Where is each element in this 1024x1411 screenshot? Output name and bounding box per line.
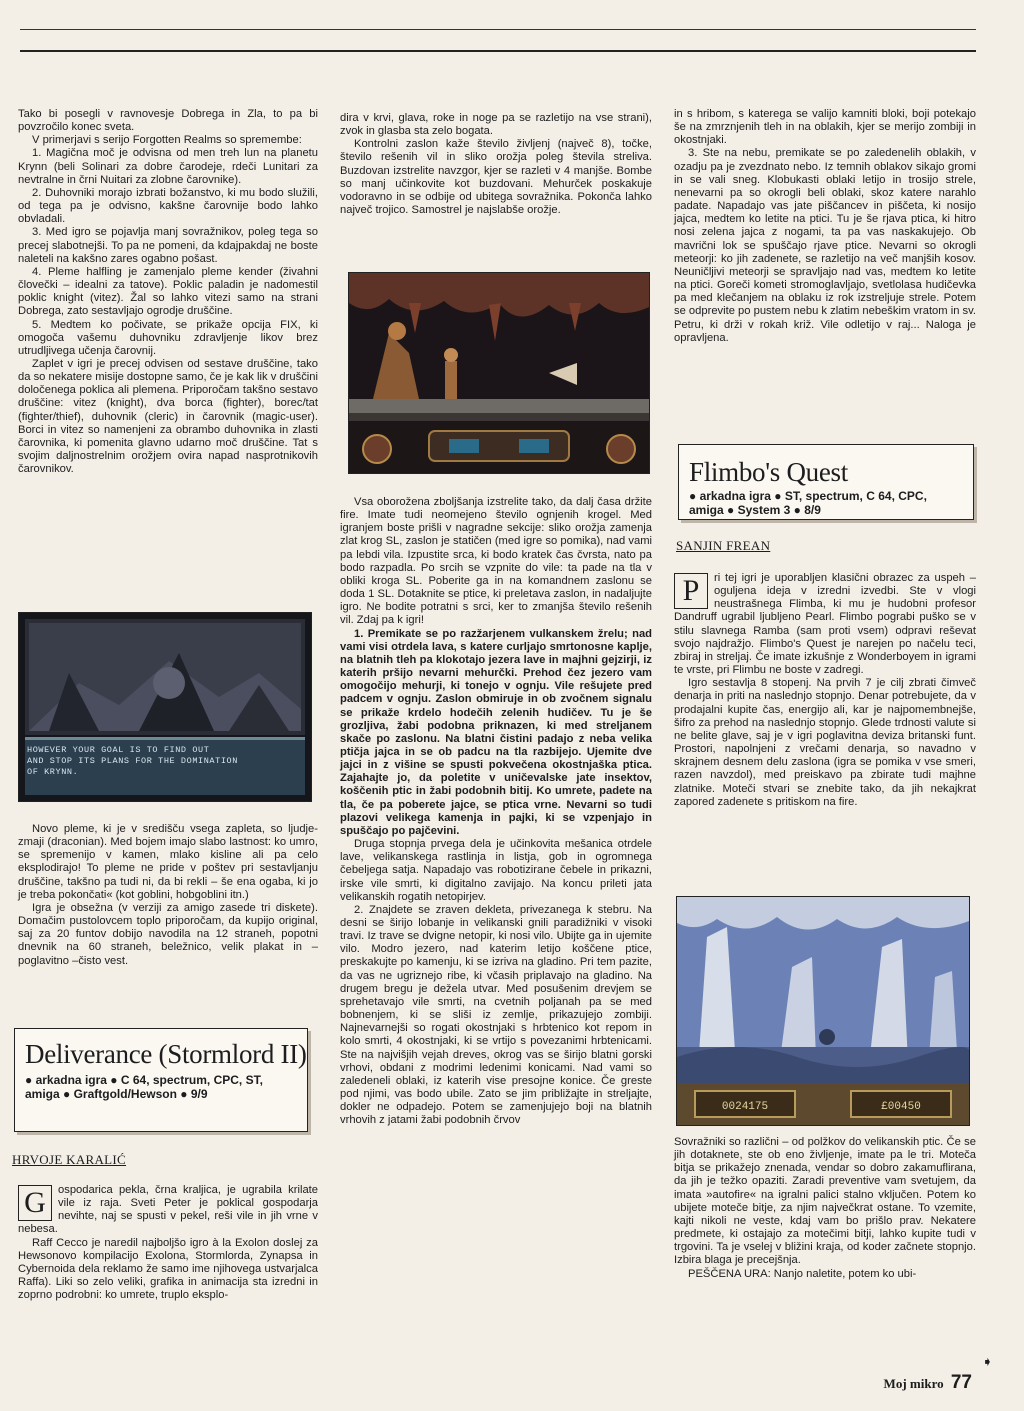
paragraph: ri tej igri je uporabljen klasični obrazec za uspeh – ogulјena ideja v izredni izvedbi. Ste v vlogi neustrašnega Flimba, ki mu je hudobni profesor Dandruff ugrabil ljubljeno Pearl. Flimbo pograbi puško se v stilu slavnega Ramba (sam proti vsem) odpravi reševat svojo najdražjo. Flimbo's Quest je narejen po načelu teci, zbiraj in streljaj. Če imate izkušnje z Wonderboyem in igrami te vrste, pri Flimbu ne boste v zadregi. bbox=[674, 572, 976, 677]
flimbo-screenshot bbox=[676, 896, 970, 1126]
continue-arrow-icon: ➧ bbox=[982, 1354, 993, 1369]
paragraph: V primerjavi s serijo Forgotten Realms so spremembe: bbox=[32, 134, 302, 147]
column-3-text bbox=[674, 108, 976, 345]
meta-line: ● arkadna igra ● C 64, spectrum, CPC, ST, bbox=[25, 1073, 263, 1087]
meta-line: amiga ● System 3 ● 8/9 bbox=[689, 503, 821, 517]
paragraph: 2. Duhovniki morajo izbrati božanstvo, ki mu bodo služili, od tega pa je odvisno, kakšne čarovnije bodo lahko obvladali. bbox=[18, 186, 318, 226]
flimbo-money: £00450 bbox=[881, 1101, 921, 1113]
meta-line: ● arkadna igra ● ST, spectrum, C 64, CPC, bbox=[689, 489, 927, 503]
paragraph: Zaplet v igri je precej odvisen od sestave druščine, tako da so nekatere misije dostopne samo, če je kak lik v druščini določenega poklica ali plemena. Priporočam takšno sestavo druščine: vitez (knight), dva borca (fighter), borec/tat (fighter/thief), duhovnik (cleric) in čarovnik (magic-user). Borci in vitez so namenjeni za obrambo duhovnika in zlasti čarovnika, ki pomenita glavno udarno moč druščine. Tat s svojim daljnostrelnim orožjem ovira napad nasprotnikovih čarovnikov. bbox=[18, 357, 318, 476]
krynn-screenshot bbox=[18, 612, 312, 802]
paragraph: Novo pleme, ki je v središču vsega zapleta, so ljudje-zmaji (draconian). Med bojem imajo slabo lastnost: ko umro, se spremenijo v kamen, mlako kisline ali pa celo eksplodirajo! To pleme ne pride v poštev pri sestavljanju druščine, takšno pa tudi ni, da bi rekli – še ena ogaba, ki jo je treba pokončati« (kot goblini, hobgoblini itn.) bbox=[18, 823, 318, 901]
flimbo-dropcap: P bbox=[674, 573, 708, 609]
screen-text-line: HOWEVER YOUR GOAL IS TO FIND OUT bbox=[27, 745, 210, 755]
deliverance-title-box bbox=[14, 1028, 308, 1132]
paragraph: ospodarica pekla, črna kraljica, je ugrabila krilate vile iz raja. Sveti Peter je poklical gospodarja nevihte, naj se spusti v pekel, reši vile in jih vrne v nebesa. bbox=[18, 1184, 318, 1236]
magazine-name: Moj mikro bbox=[883, 1376, 944, 1391]
header-rule-thin bbox=[20, 29, 976, 30]
paragraph: Igra je obsežna (v verziji za amigo zasede tri diskete). Domačim pustolovcem toplo priporočam, da kupijo original, saj za 20 funtov dobijo navodila na 12 straneh, popotni dnevnik na 60 straneh, beležnico, velik plakat in – poglavitno –čisto vest. bbox=[18, 901, 318, 967]
deliverance-dropcap: G bbox=[18, 1185, 52, 1221]
column-1-text-lower bbox=[18, 823, 318, 968]
paragraph: Kontrolni zaslon kaže število življenj (največ 8), točke, število rešenih vil in sliko orožja poleg števila streliva. Buzdovan izstrelite navzgor, kjer se razleti v 4 manjše. Bombe so manj učinkovite kot buzdovani. Mehurček poskakuje vodoravno in se odbije od ubitega sovražnika. Pokonča lahko največ trojico. Samostrel je najslabše orožje. bbox=[340, 138, 652, 217]
flimbo-scene bbox=[677, 897, 969, 1125]
krynn-screen-text bbox=[27, 745, 303, 778]
column-3-text-lower bbox=[674, 1136, 976, 1281]
column-2-text bbox=[340, 112, 652, 217]
paragraph: Raff Cecco je naredil najboljšo igro à la Exolon doslej za Hewsonovo kompilacijo Exolona, Stormlorda, Zynapsa in Cybernoida dela reklamo že samo ime njihovega ustvarjalca Raffa). Liki so zelo veliki, grafika in animacija sta izredni in zoprno podrobni: ko umrete, truplo eksplo- bbox=[18, 1236, 318, 1302]
paragraph: 3. Ste na nebu, premikate se po zaledenelih oblakih, v ozadju pa je zvezdnato nebo. Iz temnih oblakov sikajo gromi in se vali sneg. Klobukasti oblaki letijo in trosijo strele, nenevarni pa so okrogli beli oblaki, skoz katere narahlo padate. Napadajo vas jate piščancev in piščeta, ki nosijo jajca, medtem ko letite na ptici. Tu je še rjava ptica, ki hitro nosi zelena jajca z nogami, ta pa vas naskakujejo. Ob mavrični lok se spuščajo rjave ptice. Nevarni so okrogli meteorji: ko jih zadenete, se razletijo na več manjših kosov. Neuničljivi meteorji se spravljajo nad vas, medtem ko letite na ptici. Goreči kometi stromoglavljajo, svetlolasa hudičevka pa med klečanjem na oblaku iz rok izstreljuje strele. Potem se odprevite po pustem nebu k zlatim nebeškim vratom in sv. Petru, ki drži v rokah križ. Vile odletijo v raj... Naloga je opravljena. bbox=[674, 147, 976, 344]
screen-text-line: AND STOP ITS PLANS FOR THE DOMINATION bbox=[27, 756, 238, 766]
flimbo-title: Flimbo's Quest bbox=[689, 457, 848, 487]
flimbo-score: 0024175 bbox=[721, 1101, 769, 1113]
paragraph: Druga stopnja prvega dela je učinkovita mešanica otrdele lave, velikanskega rastlinja in listja, gob in ogromnega čebeljega satja. Napadajo vas robotizirane čebele in prikazni, irske vile smrti, ki digitalno zavijajo. Na koncu prileti jata velikanskih rogatih netopirjev. bbox=[340, 838, 652, 903]
deliverance-title: Deliverance (Stormlord II) bbox=[25, 1039, 307, 1069]
deliverance-meta bbox=[25, 1073, 307, 1101]
flimbo-meta bbox=[689, 489, 973, 517]
paragraph: 3. Med igro se pojavlja manj sovražnikov, poleg tega so precej slabotnejši. To pa ne pomeni, da kdajpakdaj ne boste naleteli na kakšno zares ogabno pošast. bbox=[18, 226, 318, 265]
paragraph: Vsa oborožena zboljšanja izstrelite tako, da dalj časa držite fire. Imate tudi neomejeno število ognjenih krogel. Med igranjem boste prišli v nagradne sekcije: sliko orožja zamenja zlat krog SL, zaslon je statičen (med igre so pomika), nad vami pa lebdi vila. Izpustite srca, ki bodo kratek čas čvrsta, nato pa bodo razpadla. Po srcih se vzpnite do vile: ta pade na tla v obliki kroga SL. Poberite ga in na komandnem zaslonu se doda 1 SL. Dotaknite se ptice, ki preletava zaslon, in nadaljujte igro. Ne bodite potratni s srci, ker to zmanjša število rešenih vil. Zdaj pa k igri! bbox=[340, 496, 652, 627]
deliverance-screenshot bbox=[348, 272, 650, 474]
paragraph: Tako bi posegli v ravnovesje Dobrega in Zla, to pa bi povzročilo konec sveta. bbox=[18, 108, 318, 134]
paragraph: in s hribom, s katerega se valijo kamniti bloki, boji potekajo še na zmrznjenih tleh in na oblakih, kjer se merijo zombiji in okostnjaki. bbox=[674, 108, 976, 147]
paragraph: dira v krvi, glava, roke in noge pa se razletijo na vse strani), zvok in glasba sta zelo bogata. bbox=[340, 112, 652, 138]
paragraph: Igro sestavlja 8 stopenj. Na prvih 7 je cilj zbrati čimveč denarja in priti na naslednjo stopnjo. Denar potrebujete, da v prodajalni kupite čas, energijo ali, kar je najpomembnejše, šifro za prehod na naslednjo stopnjo. Glede trdnosti valute si ne belite glave, saj je v igri poglavitna deviza britanski funt. Prostori, napolnjeni z vrečami denarja, so navadno v skrajnem desnem delu zaslona (igra se pomika v vse smeri, razen navzdol), med preiskavo pa zbirate tudi majhne zlatnike. Moteči stvari se znebite tako, da jih nekajkrat zapored zadenete s pritiskom na fire. bbox=[674, 677, 976, 808]
deliverance-scene bbox=[349, 273, 649, 473]
paragraph: 1. Magična moč je odvisna od men treh lun na planetu Krynn (beli Solinari za dobre čarodeje, rdeči Lunitari za nevtralne in črni Nuitari za zlobne čarovnike). bbox=[18, 147, 318, 186]
paragraph: PEŠČENA URA: Nanjo naletite, potem ko ubi- bbox=[688, 1267, 917, 1280]
page-number: 77 bbox=[950, 1372, 972, 1393]
column-1-text bbox=[18, 108, 318, 476]
paragraph: 5. Medtem ko počivate, se prikaže opcija FIX, ki omogoča vašemu duhovniku zdravljenje likov brez utrudljivega učenja čarovnij. bbox=[18, 318, 318, 357]
paragraph: 4. Pleme halfling je zamenjalo pleme kender (živahni človečki – idealni za tatove). Poklic paladin je nadomestil poklic knight (vitez). Žal so lahko vitezi samo na strani Dobrega, zato sestavljajo ogrodje druščine. bbox=[18, 265, 318, 318]
meta-line: amiga ● Graftgold/Hewson ● 9/9 bbox=[25, 1087, 208, 1101]
flimbo-title-box bbox=[678, 444, 974, 520]
page-footer bbox=[884, 1372, 972, 1394]
paragraph: Sovražniki so različni – od polžkov do velikanskih ptic. Če se jih dotaknete, ste ob eno življenje, imate pa le tri. Moteča bitja se prikažejo znenada, vendar so dobro zakamuflirana, da jih je težko opaziti. Zaradi preventive vam svetujem, da imata »autofire« na igralni palici stalno vključen. Potem ko ubijete moteče bitje, za njim največkrat ostane. To vzemite, kajti nikoli ne veste, kdaj vam bo prišlo prav. Nekatere predmete, ki ostajajo za motečimi bitji, lahko kupite tudi v trgovini. Ta je vselej v bližini kraja, od koder začnete stopnjo. Izbira blaga je precejšnja. bbox=[674, 1136, 976, 1267]
paragraph: 1. Premikate se po razžarjenem vulkanskem žrelu; nad vami visi otrdela lava, s katere curljajo smrtonosne kaplje, na blatnih tleh pa klokotajo jezera lave in majhni gejzirji, iz katerih pršijo nevarni mehurčki. Prehod čez jezero vam omogočijo mehurji, ki tonejo v ognju. Vile rešujete pred padcem v ognju. Zaslon obmiruje in ob zvočnem signalu se prikaže krdelo hodečih zelenih hudičev. Tu je še grozljiva, žabi podobna priknazen, ki med streljanem skače po zaslonu. Na blatni čistini padajo z neba velika ptičja jajca in se ob padcu na tla razbijejo. Ujemite dve jajci in z višine se spusti pokvečena okostnjaška ptica. Zajahajte jo, da poletite v uničevalske jate insektov, koščenih ptic in žabi podobnih bitij. Ko umrete, padete na tla, če pa poberete jajce, se ptica vrne. Nevarni so tudi plazovi velikega kamenja in pajki, ki se vzpenjajo in spuščajo po pajčevini. bbox=[340, 627, 652, 837]
header-rule-thick bbox=[20, 50, 976, 52]
paragraph: 2. Znajdete se zraven dekleta, privezanega k stebru. Na desni se širijo lobanje in velikanski gnili paradižniki v visoki travi. Iz trave se dvigne netopir, ki nosi vilo. Ubijte ga in ujemite vilo. Modro jezero, nad katerim letijo koščene ptice, preskakujte po kamenju, ki se izriva na gladino. Pri tem pazite, da vas ne ugriznejo ribe, ki včasih priplavajo na gladino. Na drugem bregu je dežela utvar. Med posušenim drevjem se sprehetavajo vile smrti, na cvetnih poljanah pa se med bobnenjem, ki se sliši iz zemlje, prikazujejo zombiji. Najnevarnejši so rogati okostnjaki s hrbtenico kot repom in kolo smrti, 4 okostnjaki, ki se vrtijo s povezanimi hrbtenicami. Ste na najvišjih vejah dreves, okrog vas se širijo blatni gorski vrhovi, obdani z modrimi ledenimi konicami. Nad vami so zaledeneli oblaki, iz katerih vise presojne konice. Če greste pod njimi, vas bodo ubile. Zato se jim približajte in streljajte, dokler ne odpadejo. Potem se zamenjujejo boji na blatnih vrhovih z jatami žabi podobnih črvov bbox=[340, 903, 652, 1127]
screen-text-line: OF KRYNN. bbox=[27, 767, 79, 777]
column-2-text-lower bbox=[340, 496, 652, 1128]
deliverance-byline: HRVOJE KARALIĆ bbox=[12, 1152, 127, 1167]
flimbo-byline: SANJIN FREAN bbox=[676, 538, 771, 553]
flimbo-body bbox=[674, 572, 976, 809]
deliverance-body bbox=[18, 1184, 318, 1302]
